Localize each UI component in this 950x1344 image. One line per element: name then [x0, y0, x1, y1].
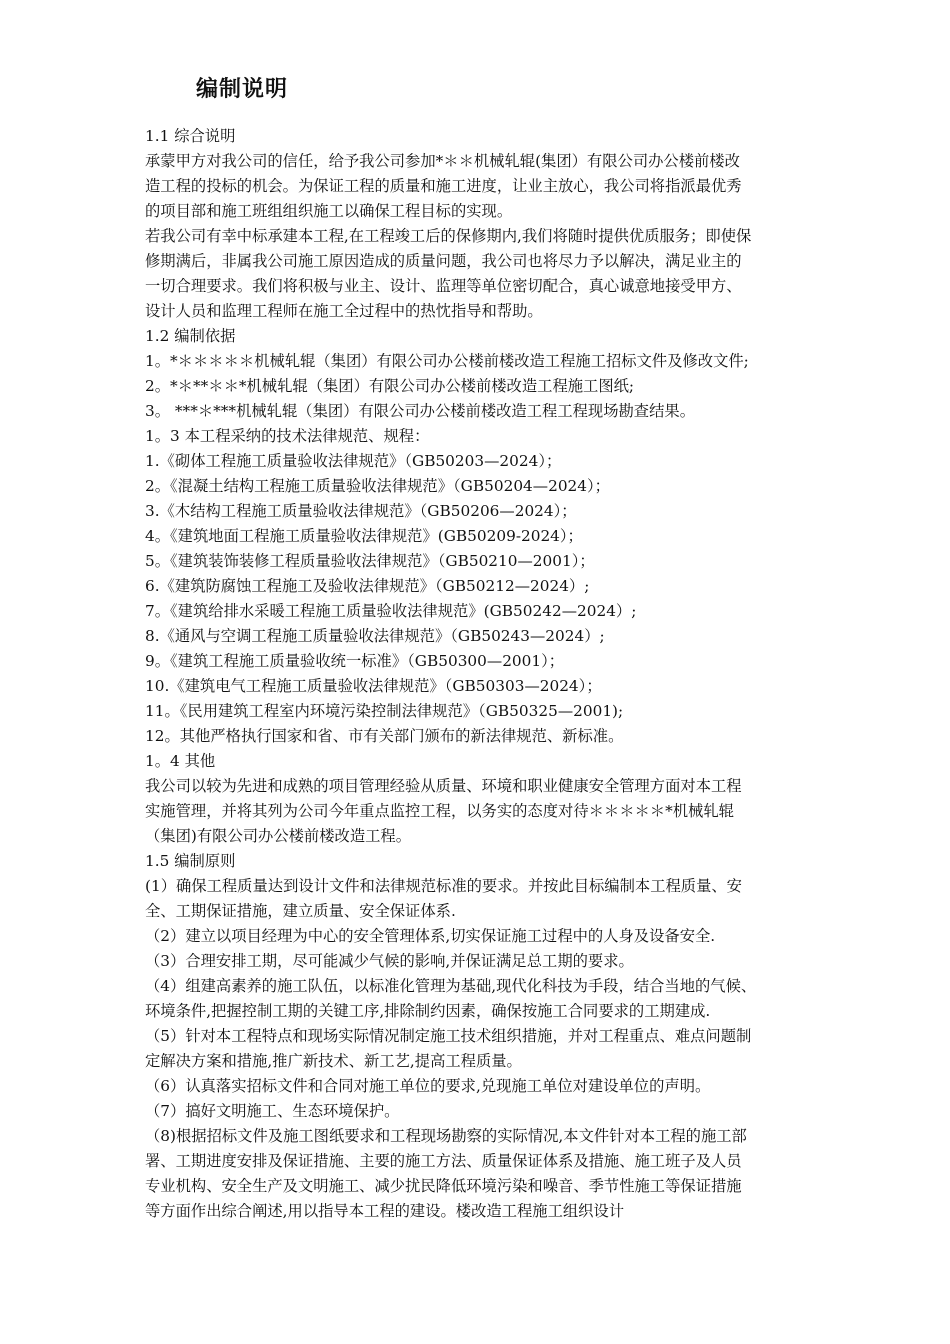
text-line: 8.《通风与空调工程施工质量验收法律规范》（GB50243—2024）; — [145, 627, 605, 645]
text-line: 5。《建筑装饰装修工程质量验收法律规范》（GB50210—2001）； — [145, 552, 595, 570]
text-line: 若我公司有幸中标承建本工程,在工程竣工后的保修期内,我们将随时提供优质服务；即使保 — [145, 227, 752, 245]
text-line: 专业机构、安全生产及文明施工、减少扰民降低环境污染和噪音、季节性施工等保证措施 — [145, 1177, 742, 1195]
text-line: 设计人员和监理工程师在施工全过程中的热忱指导和帮助。 — [145, 302, 543, 320]
text-line: （集团)有限公司办公楼前楼改造工程。 — [145, 827, 412, 845]
text-line: 环境条件,把握控制工期的关键工序,排除制约因素，确保按施工合同要求的工期建成. — [145, 1002, 711, 1020]
text-line: 9。《建筑工程施工质量验收统一标准》（GB50300—2001）； — [145, 652, 565, 670]
document-title: 编制说明 — [196, 76, 289, 102]
text-line: 3.《木结构工程施工质量验收法律规范》（GB50206—2024）； — [145, 502, 577, 520]
text-line: 我公司以较为先进和成熟的项目管理经验从质量、环境和职业健康安全管理方面对本工程 — [145, 777, 742, 795]
text-line: 1.2 编制依据 — [145, 327, 236, 345]
text-line: （8)根据招标文件及施工图纸要求和工程现场勘察的实际情况,本文件针对本工程的施工部 — [145, 1127, 747, 1145]
text-line: 2。《混凝土结构工程施工质量验收法律规范》（GB50204—2024）； — [145, 477, 610, 495]
text-line: 全、工期保证措施，建立质量、安全保证体系. — [145, 902, 456, 920]
text-line: 一切合理要求。我们将积极与业主、设计、监理等单位密切配合，真心诚意地接受甲方、 — [145, 277, 742, 295]
text-line: 的项目部和施工班组组织施工以确保工程目标的实现。 — [145, 202, 513, 220]
text-line: 修期满后，非属我公司施工原因造成的质量问题，我公司也将尽力予以解决，满足业主的 — [145, 252, 742, 270]
text-line: （2）建立以项目经理为中心的安全管理体系,切实保证施工过程中的人身及设备安全. — [145, 927, 716, 945]
text-line: （7）搞好文明施工、生态环境保护。 — [145, 1102, 400, 1120]
text-line: 4。《建筑地面工程施工质量验收法律规范》(GB50209-2024）； — [145, 527, 583, 545]
document-body — [145, 124, 825, 1224]
text-line: 10.《建筑电气工程施工质量验收法律规范》（GB50303—2024）； — [145, 677, 602, 695]
text-line: 7。《建筑给排水采暖工程施工质量验收法律规范》(GB50242—2024）; — [145, 602, 637, 620]
text-line: 1.1 综合说明 — [145, 127, 236, 145]
text-line: 3。 ***＊***机械轧辊（集团）有限公司办公楼前楼改造工程工程现场勘查结果。 — [145, 402, 695, 420]
text-line: (1）确保工程质量达到设计文件和法律规范标准的要求。并按此目标编制本工程质量、安 — [145, 877, 742, 895]
text-line: 造工程的投标的机会。为保证工程的质量和施工进度，让业主放心，我公司将指派最优秀 — [145, 177, 742, 195]
text-line: 承蒙甲方对我公司的信任，给予我公司参加*＊＊机械轧辊(集团）有限公司办公楼前楼改 — [145, 152, 740, 170]
text-line: （5）针对本工程特点和现场实际情况制定施工技术组织措施，并对工程重点、难点问题制 — [145, 1027, 752, 1045]
text-line: 11。《民用建筑工程室内环境污染控制法律规范》（GB50325—2001); — [145, 702, 624, 720]
text-line: 实施管理，并将其列为公司今年重点监控工程，以务实的态度对待＊＊＊＊＊*机械轧辊 — [145, 802, 734, 820]
text-line: 2。*＊**＊＊*机械轧辊（集团）有限公司办公楼前楼改造工程施工图纸; — [145, 377, 635, 395]
text-line: （3）合理安排工期，尽可能减少气候的影响,并保证满足总工期的要求。 — [145, 952, 634, 970]
text-line: 1。*＊＊＊＊＊机械轧辊（集团）有限公司办公楼前楼改造工程施工招标文件及修改文件; — [145, 352, 749, 370]
text-line: 1。3 本工程采纳的技术法律规范、规程： — [145, 427, 430, 445]
text-line: 等方面作出综合阐述,用以指导本工程的建设。楼改造工程施工组织设计 — [145, 1202, 625, 1220]
text-line: 定解决方案和措施,推广新技术、新工艺,提高工程质量。 — [145, 1052, 522, 1070]
text-line: 6.《建筑防腐蚀工程施工及验收法律规范》（GB50212—2024）; — [145, 577, 590, 595]
text-line: （6）认真落实招标文件和合同对施工单位的要求,兑现施工单位对建设单位的声明。 — [145, 1077, 711, 1095]
text-line: 1。4 其他 — [145, 752, 216, 770]
text-line: 1.5 编制原则 — [145, 852, 236, 870]
text-line: 12。其他严格执行国家和省、市有关部门颁布的新法律规范、新标准。 — [145, 727, 624, 745]
text-line: （4）组建高素养的施工队伍，以标准化管理为基础,现代化科技为手段，结合当地的气候、 — [145, 977, 757, 995]
text-line: 署、工期进度安排及保证措施、主要的施工方法、质量保证体系及措施、施工班子及人员 — [145, 1152, 742, 1170]
text-line: 1.《砌体工程施工质量验收法律规范》（GB50203—2024）； — [145, 452, 562, 470]
